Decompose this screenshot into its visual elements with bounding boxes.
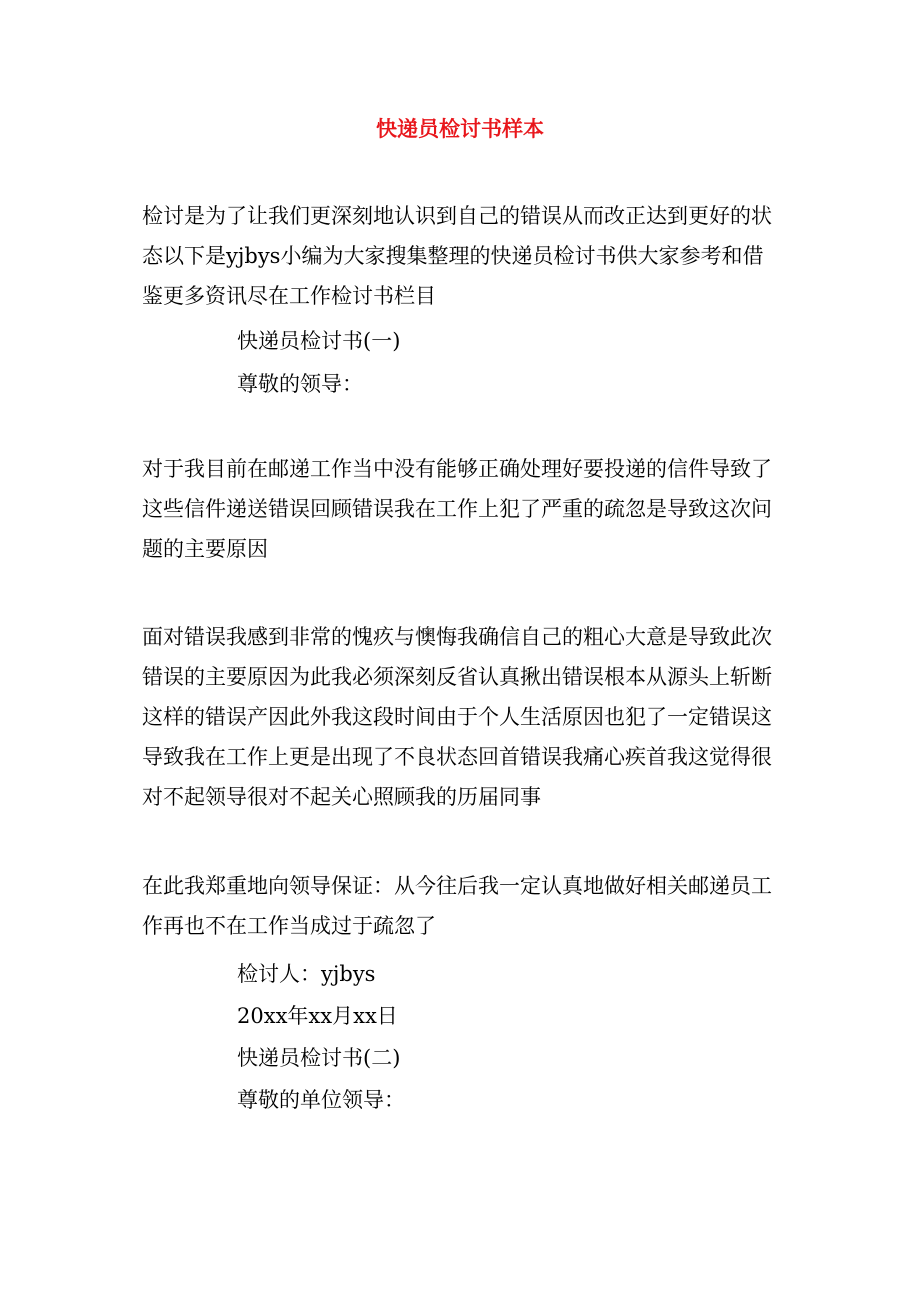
body-paragraph-2: 面对错误我感到非常的愧疚与懊悔我确信自己的粗心大意是导致此次错误的主要原因为此我必须深刻反省认真揪出错误根本从源头上斩断这样的错误产因此外我这段时间由于个人生活原因也犯了一定错误这导致我在工作上更是出现了不良状态回首错误我痛心疾首我这觉得很对不起领导很对不起关心照顾我的历届同事 xyxy=(142,625,772,809)
date-line: 20xx年xx月xx日 xyxy=(237,1004,398,1028)
signer-line: 检讨人：yjbys xyxy=(237,962,376,986)
intro-paragraph: 检讨是为了让我们更深刻地认识到自己的错误从而改正达到更好的状态以下是yjbys小编为大家搜集整理的快递员检讨书供大家参考和借鉴更多资讯尽在工作检讨书栏目 xyxy=(142,204,772,308)
document-title: 快递员检讨书样本 xyxy=(376,116,544,141)
section-heading-1: 快递员检讨书(一) xyxy=(237,329,401,353)
salutation-2: 尊敬的单位领导： xyxy=(237,1088,405,1112)
salutation-1: 尊敬的领导： xyxy=(237,372,363,396)
body-paragraph-3: 在此我郑重地向领导保证：从今往后我一定认真地做好相关邮递员工作再也不在工作当成过于疏忽了 xyxy=(142,874,772,938)
section-heading-2: 快递员检讨书(二) xyxy=(237,1046,401,1070)
body-paragraph-1: 对于我目前在邮递工作当中没有能够正确处理好要投递的信件导致了这些信件递送错误回顾错误我在工作上犯了严重的疏忽是导致这次问题的主要原因 xyxy=(142,457,772,561)
